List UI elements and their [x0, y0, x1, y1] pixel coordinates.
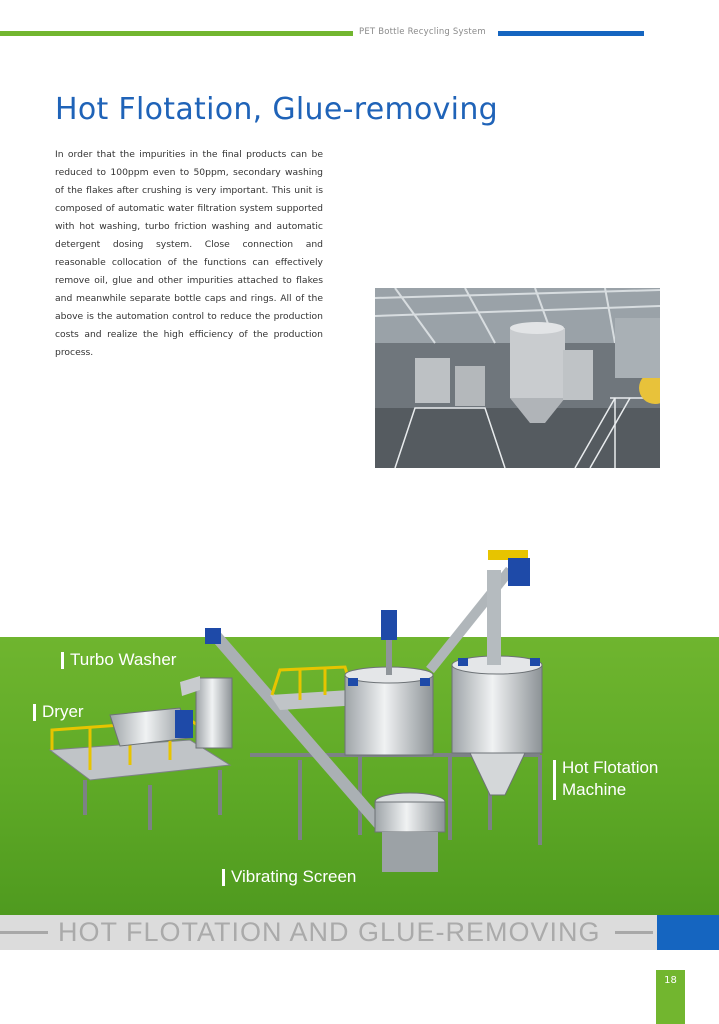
callout-turbo-washer: Turbo Washer [61, 649, 176, 671]
section-banner-text: HOT FLOTATION AND GLUE-REMOVING [58, 917, 601, 947]
header-blue-rule [498, 31, 644, 36]
machine-illustration [0, 540, 719, 890]
page-number: 18 [656, 970, 685, 1024]
factory-photo [375, 288, 660, 468]
callout-dryer: Dryer [33, 701, 84, 723]
header-green-rule [0, 31, 353, 36]
callout-hot-flotation-machine: Hot Flotation Machine [553, 757, 658, 801]
body-paragraph: In order that the impurities in the final products can be reduced to 100ppm even to 50ppm, secondary washing of the flakes after crushing is very important. This unit is composed of automatic water filtration system supported with hot washing, turbo friction washing and automatic detergent dosing system. Close connection and reasonable collocation of the functions can effectively remove oil, glue and other impurities attached to flakes and meanwhile separate bottle caps and rings. All of the above is the automation control to reduce the production costs and realize the high efficiency of the production process. [55, 149, 323, 358]
callout-vibrating-screen: Vibrating Screen [222, 866, 356, 888]
banner-blue-block [657, 915, 719, 950]
header-section-label: PET Bottle Recycling System [359, 27, 486, 37]
page-title: Hot Flotation, Glue-removing [55, 92, 498, 127]
